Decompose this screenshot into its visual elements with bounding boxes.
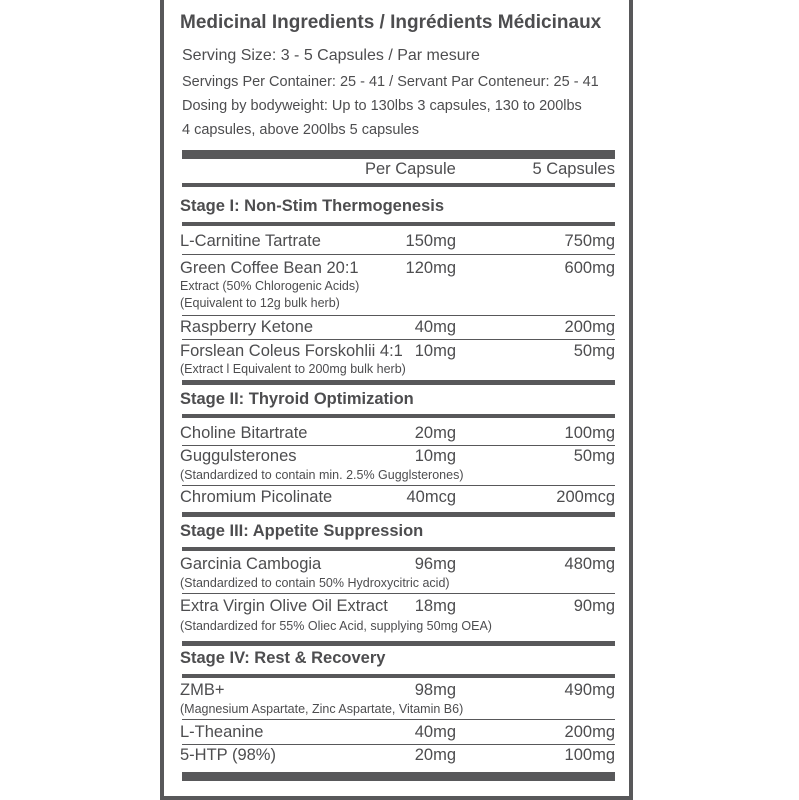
divider-medium [182, 674, 615, 678]
ingredient-name: Guggulsterones [180, 447, 297, 465]
row-divider [182, 593, 615, 594]
stage-heading: Stage IV: Rest & Recovery [180, 649, 386, 667]
ingredient-note: (Standardized to contain 50% Hydroxycitric acid) [180, 576, 450, 590]
panel-title: Medicinal Ingredients / Ingrédients Médicinaux [180, 12, 602, 33]
ingredient-note: (Equivalent to 12g bulk herb) [180, 296, 340, 310]
divider-medium [182, 547, 615, 551]
ingredient-name: Green Coffee Bean 20:1 [180, 259, 359, 277]
ingredient-name: ZMB+ [180, 681, 225, 699]
amount-5-capsules: 200mg [564, 318, 615, 336]
amount-per-capsule: 40mg [414, 318, 456, 336]
stage-heading: Stage III: Appetite Suppression [180, 522, 424, 540]
ingredient-note: (Standardized to contain min. 2.5% Gugglsterones) [180, 468, 464, 482]
ingredient-note: (Magnesium Aspartate, Zinc Aspartate, Vitamin B6) [180, 702, 464, 716]
ingredient-name: L-Theanine [180, 723, 264, 741]
amount-5-capsules: 200mcg [556, 488, 615, 506]
amount-per-capsule: 98mg [414, 681, 456, 699]
dosing-line-2: 4 capsules, above 200lbs 5 capsules [182, 122, 419, 138]
amount-per-capsule: 10mg [414, 447, 456, 465]
ingredient-name: Raspberry Ketone [180, 318, 313, 336]
ingredient-name: Choline Bitartrate [180, 424, 308, 442]
amount-5-capsules: 480mg [564, 555, 615, 573]
amount-per-capsule: 40mcg [406, 488, 456, 506]
amount-per-capsule: 18mg [414, 597, 456, 615]
ingredient-name: Garcinia Cambogia [180, 555, 322, 573]
amount-per-capsule: 96mg [414, 555, 456, 573]
divider-thick [182, 772, 615, 781]
amount-per-capsule: 10mg [414, 342, 456, 360]
divider-medium [182, 414, 615, 418]
amount-5-capsules: 100mg [564, 746, 615, 764]
ingredient-note: (Extract l Equivalent to 200mg bulk herb) [180, 362, 406, 376]
amount-per-capsule: 150mg [405, 232, 456, 250]
amount-5-capsules: 90mg [573, 597, 615, 615]
stage-heading: Stage I: Non-Stim Thermogenesis [180, 197, 445, 215]
amount-5-capsules: 100mg [564, 424, 615, 442]
divider-medium [182, 380, 615, 385]
dosing-line-1: Dosing by bodyweight: Up to 130lbs 3 capsules, 130 to 200lbs [182, 98, 582, 114]
ingredient-name: Extra Virgin Olive Oil Extract [180, 597, 388, 615]
amount-per-capsule: 120mg [405, 259, 456, 277]
divider-medium [182, 222, 615, 226]
divider-medium [182, 641, 615, 646]
column-header-per-capsule: Per Capsule [365, 160, 456, 178]
amount-per-capsule: 20mg [414, 424, 456, 442]
row-divider [182, 339, 615, 340]
row-divider [182, 744, 615, 745]
divider-medium [182, 512, 615, 517]
ingredient-note: (Standardized for 55% Oliec Acid, supplying 50mg OEA) [180, 619, 492, 633]
ingredient-name: Chromium Picolinate [180, 488, 333, 506]
stage-heading: Stage II: Thyroid Optimization [180, 390, 414, 408]
supplement-facts-panel [160, 0, 633, 800]
amount-5-capsules: 490mg [564, 681, 615, 699]
amount-per-capsule: 40mg [414, 723, 456, 741]
ingredient-name: Forslean Coleus Forskohlii 4:1 [180, 342, 403, 360]
row-divider [182, 315, 615, 316]
row-divider [182, 254, 615, 255]
ingredient-name: 5-HTP (98%) [180, 746, 276, 764]
amount-5-capsules: 50mg [573, 447, 615, 465]
row-divider [182, 445, 615, 446]
amount-5-capsules: 600mg [564, 259, 615, 277]
ingredient-note: Extract (50% Chlorogenic Acids) [180, 279, 360, 293]
servings-per-container: Servings Per Container: 25 - 41 / Servant Par Conteneur: 25 - 41 [182, 74, 599, 90]
divider-thick [182, 150, 615, 159]
serving-size: Serving Size: 3 - 5 Capsules / Par mesure [182, 47, 480, 64]
column-header-5-capsules: 5 Capsules [532, 160, 615, 178]
divider-medium [182, 183, 615, 187]
ingredient-name: L-Carnitine Tartrate [180, 232, 321, 250]
amount-5-capsules: 750mg [564, 232, 615, 250]
amount-5-capsules: 200mg [564, 723, 615, 741]
row-divider [182, 719, 615, 720]
amount-per-capsule: 20mg [414, 746, 456, 764]
row-divider [182, 485, 615, 486]
amount-5-capsules: 50mg [573, 342, 615, 360]
